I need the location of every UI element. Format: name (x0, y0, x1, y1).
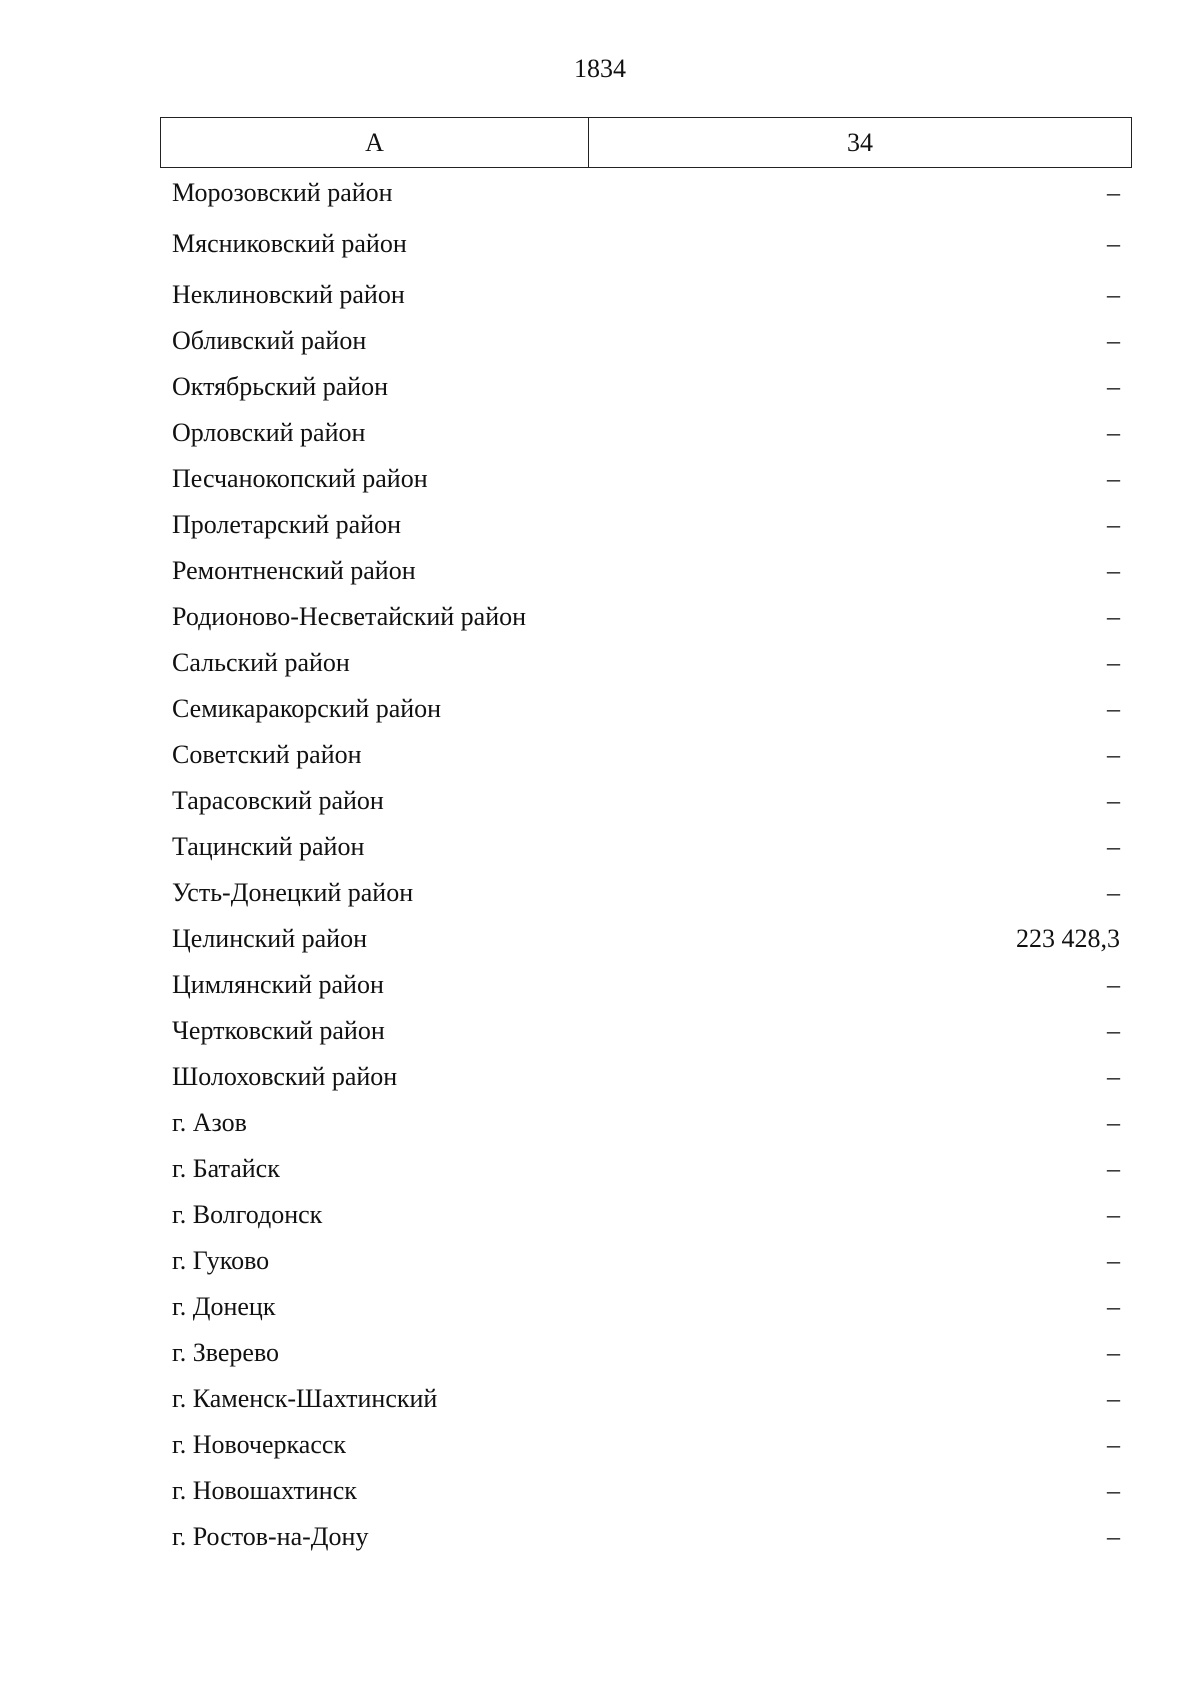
table-row (160, 413, 1132, 453)
row-name: г. Волгодонск (172, 1200, 323, 1229)
row-value: – (1107, 464, 1120, 493)
row-name: Шолоховский район (172, 1062, 398, 1091)
row-value: – (1107, 510, 1120, 539)
row-value: – (1107, 832, 1120, 861)
row-name: г. Батайск (172, 1154, 280, 1183)
table-row (160, 367, 1132, 407)
table-row (160, 1379, 1132, 1419)
row-value: – (1107, 178, 1120, 207)
row-value: – (1107, 970, 1120, 999)
row-name: Ремонтненский район (172, 556, 416, 585)
row-value: – (1107, 1246, 1120, 1275)
row-value: – (1107, 878, 1120, 907)
row-value: – (1107, 694, 1120, 723)
row-value: – (1107, 1430, 1120, 1459)
table-row (160, 459, 1132, 499)
table-row (160, 1425, 1132, 1465)
row-name: Неклиновский район (172, 280, 405, 309)
table-row (160, 1517, 1132, 1557)
table-row (160, 173, 1132, 213)
row-value: – (1107, 229, 1120, 258)
row-value: – (1107, 740, 1120, 769)
row-value: – (1107, 1384, 1120, 1413)
header-cell-34: 34 (847, 127, 873, 157)
table-row (160, 1149, 1132, 1189)
row-name: г. Донецк (172, 1292, 276, 1321)
row-value: – (1107, 372, 1120, 401)
row-value: – (1107, 1062, 1120, 1091)
row-name: г. Гуково (172, 1246, 270, 1275)
page-number: 1834 (574, 54, 626, 83)
row-name: г. Азов (172, 1108, 247, 1137)
table-row (160, 1241, 1132, 1281)
table-row (160, 505, 1132, 545)
row-name: г. Ростов-на-Дону (172, 1522, 369, 1551)
row-name: Мясниковский район (172, 229, 407, 258)
row-value: – (1107, 1522, 1120, 1551)
table-header (160, 117, 1132, 168)
row-value: – (1107, 1016, 1120, 1045)
row-name: Октябрьский район (172, 372, 388, 401)
table-row (160, 781, 1132, 821)
row-name: Тацинский район (172, 832, 365, 861)
row-name: Советский район (172, 740, 362, 769)
row-name: Тарасовский район (172, 786, 384, 815)
row-value: – (1107, 1292, 1120, 1321)
row-name: г. Новочеркасск (172, 1430, 347, 1459)
table-row (160, 689, 1132, 729)
row-value: – (1107, 786, 1120, 815)
header-cell-a: А (161, 118, 589, 167)
row-name: Морозовский район (172, 178, 393, 207)
table-row (160, 551, 1132, 591)
row-value: – (1107, 418, 1120, 447)
table-row (160, 224, 1132, 264)
table-row (160, 1011, 1132, 1051)
table-row (160, 965, 1132, 1005)
table-row (160, 873, 1132, 913)
table-row (160, 597, 1132, 637)
row-name: Цимлянский район (172, 970, 384, 999)
row-name: Обливский район (172, 326, 367, 355)
row-name: Орловский район (172, 418, 366, 447)
table-row (160, 643, 1132, 683)
row-name: г. Каменск-Шахтинский (172, 1384, 438, 1413)
row-name: Семикаракорский район (172, 694, 442, 723)
row-value: 223 428,3 (1016, 924, 1120, 953)
table-row (160, 1287, 1132, 1327)
row-name: Целинский район (172, 924, 367, 953)
row-value: – (1107, 1108, 1120, 1137)
row-name: Сальский район (172, 648, 350, 677)
table-row (160, 1103, 1132, 1143)
row-value: – (1107, 1154, 1120, 1183)
table-row (160, 919, 1132, 959)
row-name: г. Новошахтинск (172, 1476, 357, 1505)
row-value: – (1107, 1338, 1120, 1367)
row-value: – (1107, 1476, 1120, 1505)
table-row (160, 1057, 1132, 1097)
row-value: – (1107, 602, 1120, 631)
table-row (160, 275, 1132, 315)
row-name: Песчанокопский район (172, 464, 428, 493)
table-row (160, 827, 1132, 867)
row-name: Усть-Донецкий район (172, 878, 414, 907)
row-name: г. Зверево (172, 1338, 280, 1367)
table-row (160, 321, 1132, 361)
row-value: – (1107, 556, 1120, 585)
row-name: Чертковский район (172, 1016, 385, 1045)
table-row (160, 1195, 1132, 1235)
row-value: – (1107, 648, 1120, 677)
row-value: – (1107, 326, 1120, 355)
row-value: – (1107, 1200, 1120, 1229)
row-name: Родионово-Несветайский район (172, 602, 527, 631)
table-row (160, 1471, 1132, 1511)
table-row (160, 1333, 1132, 1373)
row-name: Пролетарский район (172, 510, 402, 539)
table-row (160, 735, 1132, 775)
row-value: – (1107, 280, 1120, 309)
